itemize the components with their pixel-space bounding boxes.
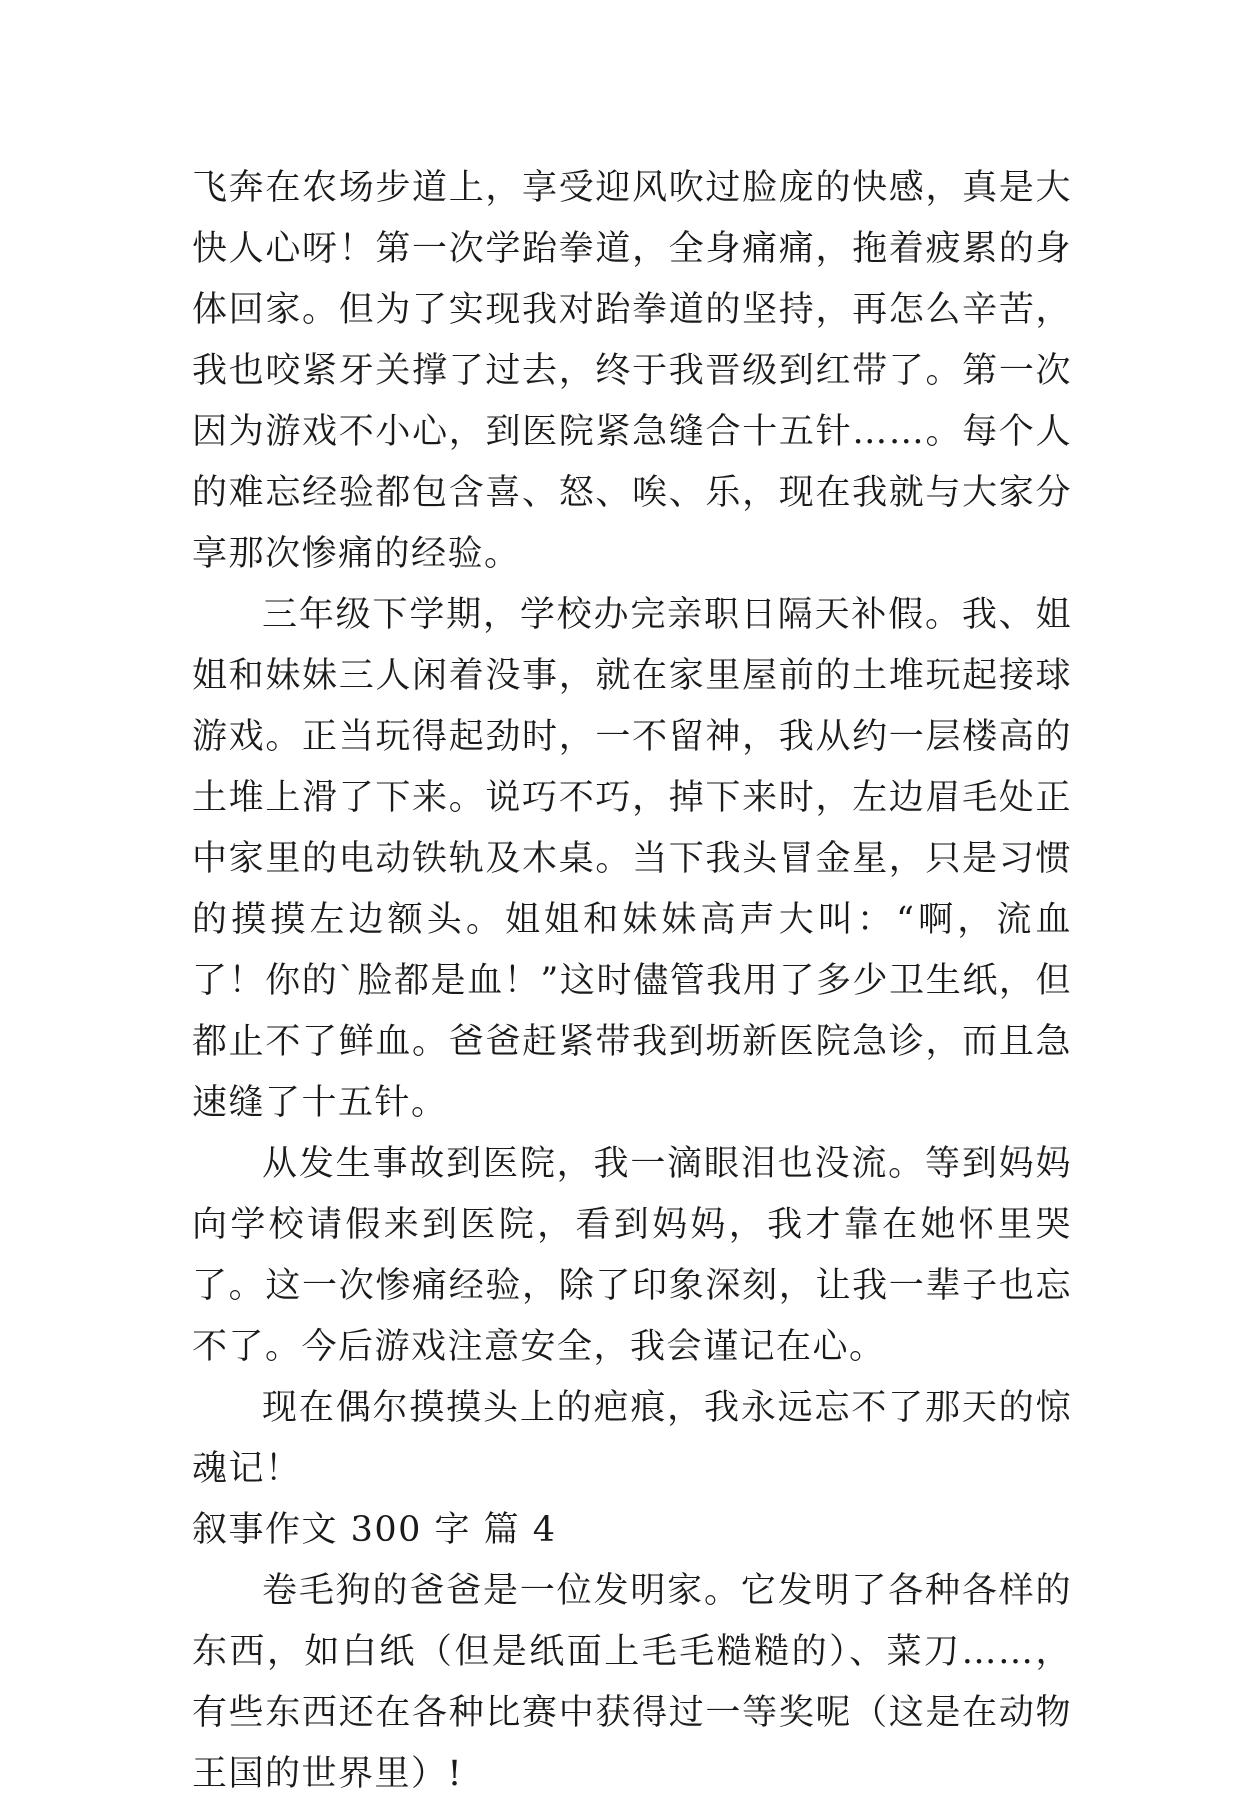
- paragraph-intro: 飞奔在农场步道上，享受迎风吹过脸庞的快感，真是大快人心呀！第一次学跆拳道，全身痛痛，拖着疲累的身体回家。但为了实现我对跆拳道的坚持，再怎么辛苦，我也咬紧牙关撑了过去，终于我晋级到红带了。第一次因为游戏不小心，到医院紧急缝合十五针……。每个人的难忘经验都包含喜、怒、唉、乐，现在我就与大家分享那次惨痛的经验。: [192, 168, 1072, 574]
- paragraph-conclusion: 现在偶尔摸摸头上的疤痕，我永远忘不了那天的惊魂记！: [192, 1388, 1072, 1489]
- document-body: [192, 158, 1072, 1805]
- paragraph-poodle: 卷毛狗的爸爸是一位发明家。它发明了各种各样的东西，如白纸（但是纸面上毛毛糙糙的）、菜刀……，有些东西还在各种比赛中获得过一等奖呢（这是在动物王国的世界里）!: [192, 1571, 1072, 1794]
- paragraph-hospital: 从发生事故到医院，我一滴眼泪也没流。等到妈妈向学校请假来到医院，看到妈妈，我才靠在她怀里哭了。这一次惨痛经验，除了印象深刻，让我一辈子也忘不了。今后游戏注意安全，我会谨记在心。: [192, 1144, 1072, 1367]
- section-heading: 叙事作文 300 字 篇 4: [192, 1510, 557, 1550]
- paragraph-accident: 三年级下学期，学校办完亲职日隔天补假。我、姐姐和妹妹三人闲着没事，就在家里屋前的土堆玩起接球游戏。正当玩得起劲时，一不留神，我从约一层楼高的土堆上滑了下来。说巧不巧，掉下来时，左边眉毛处正中家里的电动铁轨及木桌。当下我头冒金星，只是习惯的摸摸左边额头。姐姐和妹妹高声大叫：“啊，流血了！你的`脸都是血！”这时儘管我用了多少卫生纸，但都止不了鲜血。爸爸赶紧带我到坜新医院急诊，而且急速缝了十五针。: [192, 595, 1072, 1123]
